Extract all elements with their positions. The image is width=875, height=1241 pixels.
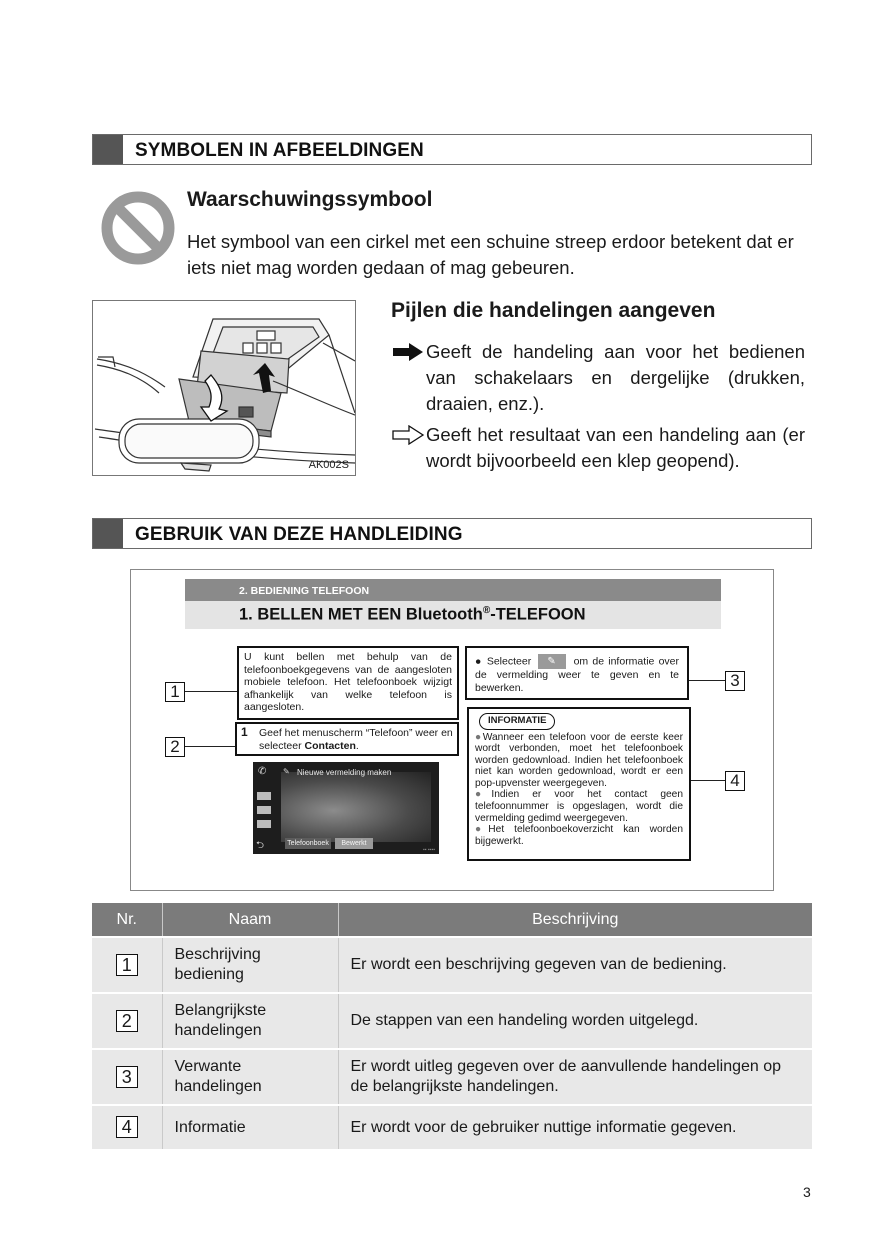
info-text: Wanneer een telefoon voor de eerste keer wordt verbonden, moet het telefoonboek worden gedownload. Indien het telefoonboek niet kan worden gedownload, wordt er een pop-upvenster weergegeven. [475, 731, 683, 789]
row-description: Er wordt een beschrijving gegeven van de bediening. [338, 937, 812, 993]
outline-arrow-item [391, 422, 805, 474]
sample-info-box [467, 707, 691, 861]
bullet-icon: ● [475, 731, 483, 743]
row-number-cell [92, 1105, 162, 1149]
row-description: Er wordt uitleg gegeven over de aanvullende handelingen op de belangrijkste handelingen. [338, 1049, 812, 1105]
screen-title: Nieuwe vermelding maken [297, 768, 392, 777]
table-row [92, 937, 812, 993]
screen-background [281, 772, 431, 842]
illustration-code: AK002S [308, 459, 349, 471]
column-header: Nr. [92, 903, 162, 937]
console-drawing [93, 301, 356, 476]
step-text-end: . [355, 739, 359, 752]
step-text-bold: Contacten [304, 739, 356, 752]
warning-description: Het symbool van een cirkel met een schuine streep erdoor betekent dat er iets niet mag worden gedaan of mag gebeuren. [187, 231, 794, 278]
bullet-icon: ● [475, 789, 492, 801]
screen-tab-edit: Bewerkt [335, 838, 373, 849]
screen-tab-phonebook: Telefoonboek [285, 838, 331, 849]
row-number-cell [92, 993, 162, 1049]
side-icon [257, 806, 271, 814]
callout-3: 3 [725, 671, 745, 691]
info-item [475, 824, 683, 847]
info-text: Het telefoonboekoverzicht kan worden bijgewerkt. [475, 824, 683, 847]
row-name: Verwante handelingen [162, 1049, 338, 1105]
phone-icon: ✆ [258, 766, 267, 777]
prohibition-icon [100, 190, 176, 266]
overhead-console-illustration [92, 300, 356, 476]
row-number: 4 [116, 1116, 138, 1138]
side-icon [257, 820, 271, 828]
row-name: Belangrijkste handelingen [162, 993, 338, 1049]
section-title: SYMBOLEN IN AFBEELDINGEN [135, 140, 424, 161]
callout-line [689, 680, 725, 681]
sample-title [239, 605, 586, 625]
row-description: De stappen van een handeling worden uitgelegd. [338, 993, 812, 1049]
screen-code: ▪▪ ▪▪▪▪ [422, 847, 435, 853]
page-number: 3 [803, 1184, 811, 1200]
step-text-main: Geef het menuscherm “Telefoon” weer en selecteer [259, 727, 453, 752]
row-number: 1 [116, 954, 138, 976]
column-header: Beschrijving [338, 903, 812, 937]
callout-1: 1 [165, 682, 185, 702]
sample-related-box [465, 646, 689, 700]
sample-screen [253, 762, 439, 854]
callout-line [691, 780, 725, 781]
row-number-cell [92, 937, 162, 993]
edit-button-icon: ✎ [538, 654, 566, 669]
callout-2: 2 [165, 737, 185, 757]
warning-heading: Waarschuwingssymbool [187, 188, 433, 211]
info-text: Indien er voor het contact geen telefoonnummer is opgeslagen, wordt die vermelding gedimd weergegeven. [475, 789, 683, 824]
row-name: Informatie [162, 1105, 338, 1149]
row-number-cell [92, 1049, 162, 1105]
filled-arrow-item [391, 339, 805, 417]
info-item [475, 789, 683, 824]
sample-intro: U kunt bellen met behulp van de telefoonboekgegevens van de aangesloten mobiele telefoon. Het telefoonboek wijzigt afhankelijk van welke telefoon is aangesloten. [244, 651, 452, 713]
related-text-a: Selecteer [486, 655, 532, 668]
info-badge: INFORMATIE [479, 713, 555, 730]
registered-mark: ® [482, 605, 491, 616]
sample-step-box [235, 722, 459, 756]
back-icon: ⮌ [256, 840, 265, 851]
step-number: 1 [241, 725, 248, 739]
outline-arrow-icon [391, 425, 425, 445]
callout-line [185, 746, 235, 747]
callout-4: 4 [725, 771, 745, 791]
row-number: 2 [116, 1010, 138, 1032]
bullet-icon: ● [475, 655, 487, 668]
sample-manual-page [130, 569, 774, 891]
row-number: 3 [116, 1066, 138, 1088]
section-header-symbols [92, 134, 812, 165]
info-item [475, 732, 683, 790]
row-description: Er wordt voor de gebruiker nuttige informatie gegeven. [338, 1105, 812, 1149]
filled-arrow-icon [391, 342, 425, 362]
sample-chapter: 2. BEDIENING TELEFOON [239, 585, 370, 597]
sample-title-band [185, 601, 721, 629]
legend-table [92, 903, 812, 1149]
outline-arrow-text: Geeft het resultaat van een handeling aan (er wordt bijvoorbeeld een klep geopend). [426, 424, 805, 471]
sample-chapter-band [185, 579, 721, 601]
filled-arrow-text: Geeft de handeling aan voor het bedienen van schakelaars en dergelijke (drukken, draaien, enz.). [426, 341, 805, 414]
table-row [92, 993, 812, 1049]
sample-title-suffix: -TELEFOON [490, 605, 586, 624]
row-name: Beschrijving bediening [162, 937, 338, 993]
section-header-marker [93, 135, 123, 164]
side-icon [257, 792, 271, 800]
section-title: GEBRUIK VAN DEZE HANDLEIDING [135, 524, 463, 545]
bullet-icon: ● [475, 824, 489, 836]
related-text-b: om de informatie over de vermelding weer te geven en te bewerken. [475, 655, 679, 694]
sample-intro-box [237, 646, 459, 720]
screen-edit-icon: ✎ [283, 767, 290, 776]
column-header: Naam [162, 903, 338, 937]
section-header-manual [92, 518, 812, 549]
arrows-heading: Pijlen die handelingen aangeven [391, 299, 716, 322]
table-row [92, 1105, 812, 1149]
section-header-marker [93, 519, 123, 548]
step-text [259, 727, 453, 752]
callout-line [185, 691, 237, 692]
sample-title-prefix: 1. BELLEN MET EEN Bluetooth [239, 605, 483, 624]
table-header-row [92, 903, 812, 937]
table-row [92, 1049, 812, 1105]
